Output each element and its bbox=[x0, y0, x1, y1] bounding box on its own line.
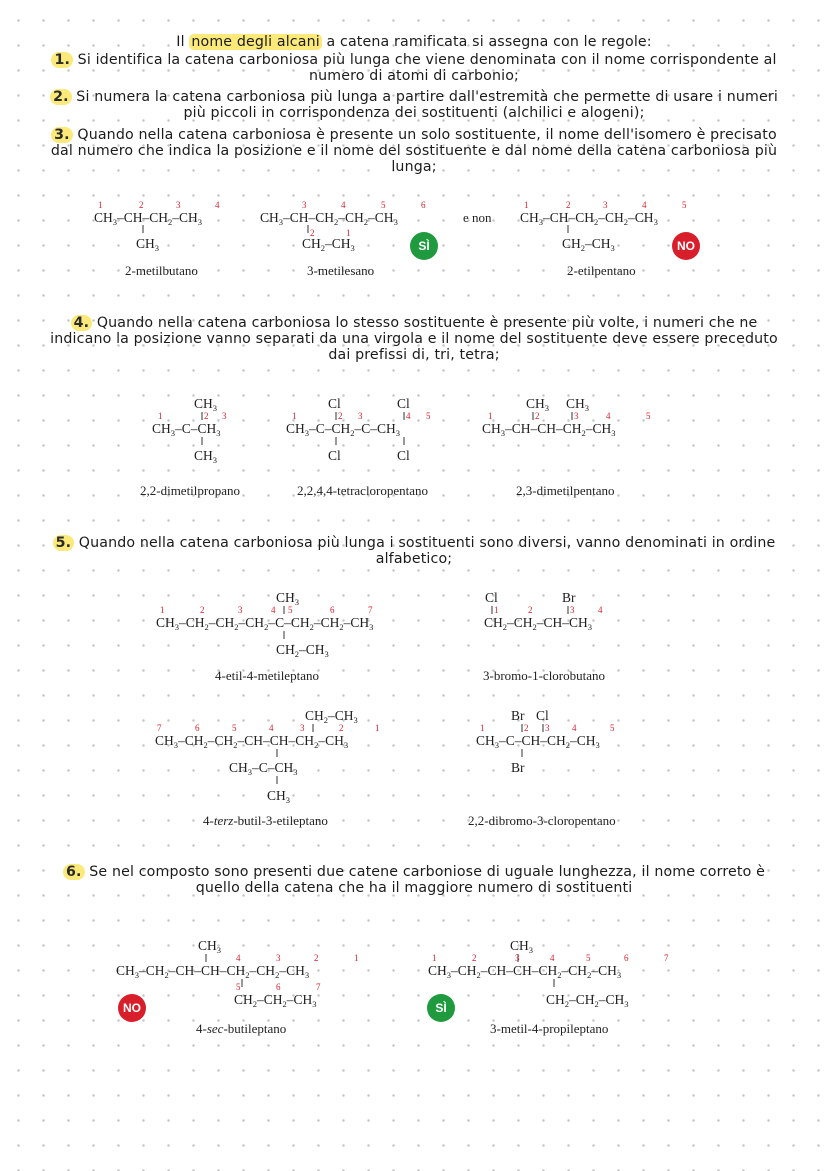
svg-text:5: 5 bbox=[232, 723, 237, 733]
svg-text:6: 6 bbox=[330, 605, 335, 615]
svg-text:2: 2 bbox=[314, 953, 319, 963]
formula-2-metilbutano bbox=[90, 196, 260, 258]
svg-text:2: 2 bbox=[338, 411, 343, 421]
svg-text:Br: Br bbox=[511, 708, 525, 723]
svg-text:4: 4 bbox=[269, 723, 274, 733]
svg-text:2: 2 bbox=[472, 953, 477, 963]
svg-text:Cl: Cl bbox=[328, 448, 341, 463]
svg-text:Cl: Cl bbox=[536, 708, 549, 723]
svg-text:5: 5 bbox=[586, 953, 591, 963]
svg-text:2: 2 bbox=[204, 411, 209, 421]
svg-text:1: 1 bbox=[292, 411, 297, 421]
svg-text:7: 7 bbox=[316, 982, 321, 992]
compound-name: 4-terz-butil-3-etileptano bbox=[203, 813, 328, 828]
svg-text:7: 7 bbox=[368, 605, 373, 615]
rule-number: 3. bbox=[51, 127, 73, 143]
svg-text:CH2–CH2–CH3: $CH_2-CH_2-CH_3$ bbox=[546, 992, 629, 1009]
svg-text:1: 1 bbox=[98, 200, 103, 210]
intro-text: Il nome degli alcani a catena ramificata si assegna con le regole: bbox=[176, 34, 652, 50]
svg-text:CH3: $CH_3$ bbox=[136, 236, 160, 253]
compound-name: 4-etil-4-metileptano bbox=[215, 668, 319, 683]
formula-4-sec-butileptano bbox=[114, 934, 394, 1016]
svg-text:7: 7 bbox=[157, 723, 162, 733]
svg-text:Cl: Cl bbox=[485, 590, 498, 605]
svg-text:CH3: $CH_3$ bbox=[198, 938, 222, 955]
svg-text:3: 3 bbox=[515, 953, 520, 963]
svg-text:2: 2 bbox=[528, 605, 533, 615]
svg-text:3: 3 bbox=[358, 411, 363, 421]
svg-text:5: 5 bbox=[610, 723, 615, 733]
rule-number: 1. bbox=[51, 52, 73, 68]
svg-text:CH2–CH3: $CH_2-CH_3$ bbox=[302, 236, 355, 253]
svg-text:1: 1 bbox=[160, 605, 165, 615]
svg-text:CH3–C–CH3: $CH_3-C-CH_3$ bbox=[152, 421, 221, 438]
rule-number: 5. bbox=[53, 535, 75, 551]
svg-text:2: 2 bbox=[566, 200, 571, 210]
svg-text:3: 3 bbox=[300, 723, 305, 733]
svg-text:7: 7 bbox=[664, 953, 669, 963]
compound-name: 3-bromo-1-clorobutano bbox=[483, 668, 606, 683]
svg-text:CH3–CH2–CH2–CH2–C–CH2–CH2–CH3: $CH_3-CH_2-CH_2-CH_2-C-CH_2-CH_2-CH_3$ bbox=[156, 615, 374, 632]
svg-text:2: 2 bbox=[535, 411, 540, 421]
svg-text:4: 4 bbox=[598, 605, 603, 615]
svg-text:1: 1 bbox=[432, 953, 437, 963]
svg-text:CH2–CH2–CH–CH3: $CH_2-CH_2-CH-CH_3$ bbox=[484, 615, 593, 632]
svg-text:4: 4 bbox=[271, 605, 276, 615]
compound-name: 2,2-dimetilpropano bbox=[140, 483, 241, 498]
svg-text:6: 6 bbox=[421, 200, 426, 210]
yes-badge: SÌ bbox=[410, 232, 438, 260]
svg-text:CH3: $CH_3$ bbox=[566, 396, 590, 413]
rule-number: 6. bbox=[63, 864, 85, 880]
svg-text:1: 1 bbox=[158, 411, 163, 421]
svg-text:Cl: Cl bbox=[397, 448, 410, 463]
rule-1: 1. Si identifica la catena carboniosa più lunga che viene denominata con il nome corrispondente al numero di atomi di carbonio; bbox=[40, 52, 788, 84]
svg-text:3: 3 bbox=[222, 411, 227, 421]
svg-text:4: 4 bbox=[606, 411, 611, 421]
svg-text:5: 5 bbox=[288, 605, 293, 615]
svg-text:4: 4 bbox=[642, 200, 647, 210]
rule-5: 5. Quando nella catena carboniosa più lunga i sostituenti sono diversi, vanno denominati in ordine alfabetico; bbox=[40, 535, 788, 567]
svg-text:3: 3 bbox=[570, 605, 575, 615]
formula-4-etil-4-metileptano bbox=[154, 586, 414, 666]
formula-2-3-dimetilpentano bbox=[480, 392, 680, 452]
formula-3-bromo-1-clorobutano bbox=[482, 586, 642, 642]
compound-name: 3-metilesano bbox=[307, 263, 375, 278]
svg-text:6: 6 bbox=[276, 982, 281, 992]
formula-2-2-dimetilpropano bbox=[146, 392, 266, 472]
svg-text:CH2–CH3: $CH_2-CH_3$ bbox=[276, 642, 329, 659]
compound-name: 3-metil-4-propileptano bbox=[490, 1021, 609, 1036]
svg-text:CH3–CH2–CH–CH–CH2–CH2–CH3: $CH_3-CH_2-CH-CH-CH_2-CH_2-CH_3$ bbox=[428, 963, 622, 980]
svg-text:Br: Br bbox=[562, 590, 576, 605]
svg-text:4: 4 bbox=[572, 723, 577, 733]
compound-name: 2-metilbutano bbox=[125, 263, 198, 278]
svg-text:4: 4 bbox=[215, 200, 220, 210]
svg-text:3: 3 bbox=[276, 953, 281, 963]
svg-text:4: 4 bbox=[550, 953, 555, 963]
svg-text:CH3–CH–CH2–CH2–CH3: $CH_3-CH-CH_2-CH_2-CH_3$ bbox=[520, 210, 658, 227]
svg-text:CH3–C–CH3: $CH_3-C-CH_3$ bbox=[229, 760, 298, 777]
svg-text:CH3–CH–CH2–CH3: $CH_3-CH-CH_2-CH_3$ bbox=[94, 210, 203, 227]
svg-text:6: 6 bbox=[195, 723, 200, 733]
svg-text:CH2–CH3: $CH_2-CH_3$ bbox=[562, 236, 615, 253]
svg-text:5: 5 bbox=[426, 411, 431, 421]
rule-4: 4. Quando nella catena carboniosa lo stesso sostituente è presente più volte, i numeri che ne indicano la posizione vanno separati da una virgola e il nome del sostituente deve essere preceduto dai prefissi di, tri, tetra; bbox=[50, 315, 778, 363]
svg-text:2: 2 bbox=[310, 228, 315, 238]
svg-text:1: 1 bbox=[354, 953, 359, 963]
svg-text:4: 4 bbox=[341, 200, 346, 210]
svg-text:1: 1 bbox=[524, 200, 529, 210]
rule-2: 2. Si numera la catena carboniosa più lunga a partire dall'estremità che permette di usare i numeri più piccoli in corrispondenza dei sostituenti (alchilici e alogeni); bbox=[40, 89, 788, 121]
svg-text:5: 5 bbox=[381, 200, 386, 210]
formula-2-2-4-4-tetracloropentano bbox=[284, 392, 464, 472]
svg-text:2: 2 bbox=[339, 723, 344, 733]
svg-text:Br: Br bbox=[511, 760, 525, 775]
svg-text:Cl: Cl bbox=[397, 396, 410, 411]
svg-text:CH3–CH–CH2–CH2–CH3: $CH_3-CH-CH_2-CH_2-CH_3$ bbox=[260, 210, 398, 227]
svg-text:4: 4 bbox=[236, 953, 241, 963]
rule-number: 2. bbox=[50, 89, 72, 105]
svg-text:2: 2 bbox=[139, 200, 144, 210]
svg-text:CH3–C–CH–CH2–CH3: $CH_3-C-CH-CH_2-CH_3$ bbox=[476, 733, 600, 750]
rule-6: 6. Se nel composto sono presenti due catene carboniose di uguale lunghezza, il nome correto è quello della catena che ha il maggiore numero di sostituenti bbox=[40, 864, 788, 896]
svg-text:3: 3 bbox=[603, 200, 608, 210]
svg-text:2: 2 bbox=[524, 723, 529, 733]
svg-text:CH3: $CH_3$ bbox=[526, 396, 550, 413]
connector-text: e non bbox=[463, 210, 492, 225]
svg-text:CH3: $CH_3$ bbox=[510, 938, 534, 955]
svg-text:CH3: $CH_3$ bbox=[267, 788, 291, 805]
svg-text:3: 3 bbox=[238, 605, 243, 615]
svg-text:5: 5 bbox=[646, 411, 651, 421]
yes-badge: SÌ bbox=[427, 994, 455, 1022]
svg-text:3: 3 bbox=[545, 723, 550, 733]
svg-text:5: 5 bbox=[682, 200, 687, 210]
svg-text:5: 5 bbox=[236, 982, 241, 992]
svg-text:1: 1 bbox=[480, 723, 485, 733]
compound-name: 2,3-dimetilpentano bbox=[516, 483, 615, 498]
formula-2-2-dibromo-3-cloropentano bbox=[474, 704, 654, 784]
svg-text:1: 1 bbox=[375, 723, 380, 733]
compound-name: 4-sec-butileptano bbox=[196, 1021, 287, 1036]
svg-text:CH2–CH2–CH3: $CH_2-CH_2-CH_3$ bbox=[234, 992, 317, 1009]
svg-text:3: 3 bbox=[176, 200, 181, 210]
svg-text:CH3–C–CH2–C–CH3: $CH_3-C-CH_2-C-CH_3$ bbox=[286, 421, 401, 438]
svg-text:1: 1 bbox=[488, 411, 493, 421]
rule-number: 4. bbox=[71, 315, 93, 331]
svg-text:CH3–CH–CH–CH2–CH3: $CH_3-CH-CH-CH_2-CH_3$ bbox=[482, 421, 616, 438]
svg-text:CH3: $CH_3$ bbox=[194, 448, 218, 465]
svg-text:1: 1 bbox=[494, 605, 499, 615]
svg-text:1: 1 bbox=[346, 228, 351, 238]
compound-name: 2,2-dibromo-3-cloropentano bbox=[468, 813, 616, 828]
svg-text:6: 6 bbox=[624, 953, 629, 963]
svg-text:CH3–CH2–CH2–CH–CH–CH2–CH3: $CH_3-CH_2-CH_2-CH-CH-CH_2-CH_3$ bbox=[155, 733, 349, 750]
compound-name: 2-etilpentano bbox=[567, 263, 636, 278]
svg-text:CH2–CH3: $CH_2-CH_3$ bbox=[305, 708, 358, 725]
svg-text:4: 4 bbox=[406, 411, 411, 421]
no-badge: NO bbox=[672, 232, 700, 260]
svg-text:CH3: $CH_3$ bbox=[276, 590, 300, 607]
rule-3: 3. Quando nella catena carboniosa è presente un solo sostituente, il nome dell'isomero è precisato dal numero che indica la posizione e il nome del sostituente e dal nome della catena carboniosa più lunga; bbox=[50, 127, 778, 175]
intro-highlight: nome degli alcani bbox=[191, 34, 320, 50]
no-badge: NO bbox=[118, 994, 146, 1022]
svg-text:2: 2 bbox=[200, 605, 205, 615]
svg-text:3: 3 bbox=[574, 411, 579, 421]
formula-3-metil-4-propileptano bbox=[426, 934, 706, 1016]
svg-text:CH3–CH2–CH–CH–CH2–CH2–CH3: $CH_3-CH_2-CH-CH-CH_2-CH_2-CH_3$ bbox=[116, 963, 310, 980]
compound-name: 2,2,4,4-tetracloropentano bbox=[297, 483, 429, 498]
formula-4-terz-butil-3-etileptano bbox=[153, 704, 423, 810]
svg-text:Cl: Cl bbox=[328, 396, 341, 411]
svg-text:CH3: $CH_3$ bbox=[194, 396, 218, 413]
svg-text:3: 3 bbox=[302, 200, 307, 210]
